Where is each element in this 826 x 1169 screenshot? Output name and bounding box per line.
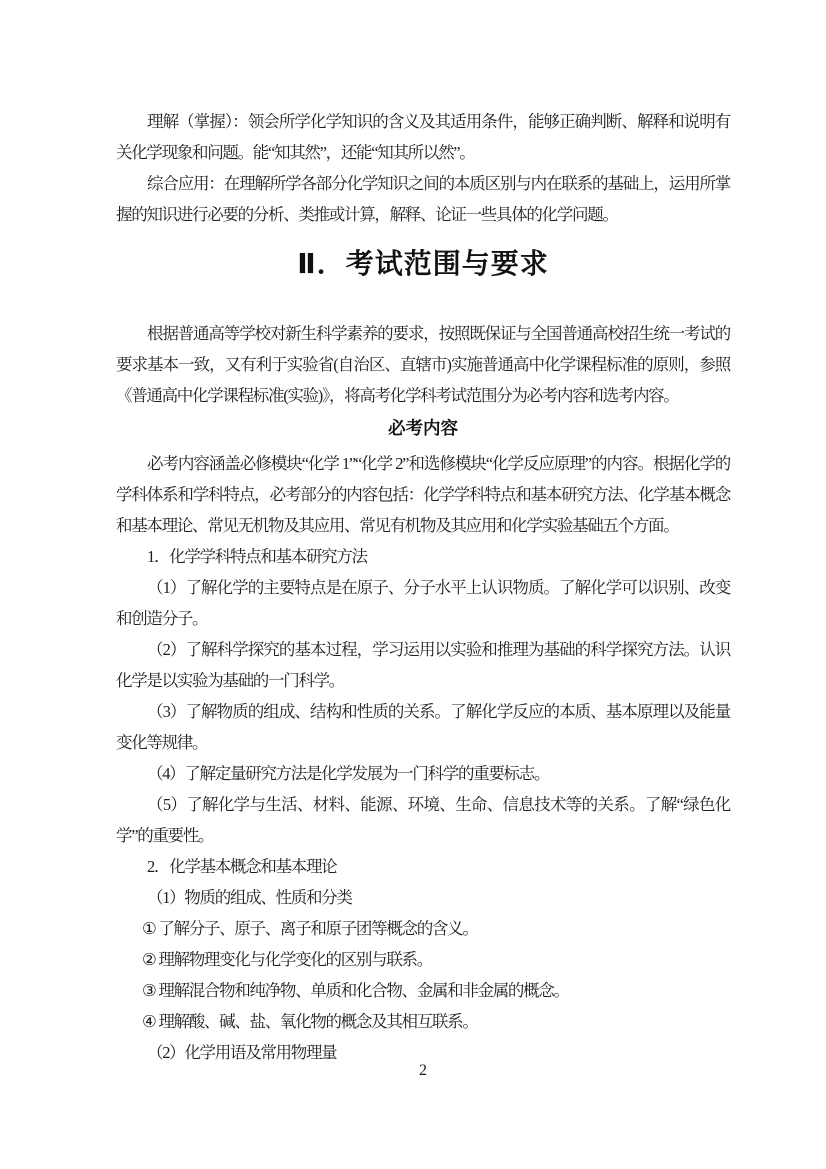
list-item-2-point-2: （2）化学用语及常用物理量 [147, 1043, 337, 1062]
list-item-1-point-2: （2）了解科学探究的基本过程，学习运用以实验和推理为基础的科学探究方法。认识化学是以实验为基础的一门科学。 [116, 640, 730, 690]
list-item-2-point-1: （1）物质的组成、性质和分类 [147, 888, 352, 907]
list-item-1-point-3: （3）了解物质的组成、结构和性质的关系。了解化学反应的本质、基本原理以及能量变化等规律。 [116, 702, 730, 752]
paragraph-scope-intro: 根据普通高等学校对新生科学素养的要求，按照既保证与全国普通高校招生统一考试的要求基本一致，又有利于实验省(自治区、直辖市)实施普通高中化学课程标准的原则，参照《普通高中化学课程标准(实验)》，将高考化学科考试范围分为必考内容和选考内容。 [116, 324, 730, 405]
paragraph-required-intro: 必考内容涵盖必修模块“化学 1”“化学 2”和选修模块“化学反应原理”的内容。根据化学的学科体系和学科特点，必考部分的内容包括：化学学科特点和基本研究方法、化学基本概念和基本理论、常见无机物及其应用、常见有机物及其应用和化学实验基础五个方面。 [116, 454, 730, 535]
page-number: 2 [419, 1062, 427, 1079]
list-item-1-point-5: （5）了解化学与生活、材料、能源、环境、生命、信息技术等的关系。了解“绿色化学”的重要性。 [116, 795, 730, 845]
subsection-heading-required-content: 必考内容 [388, 418, 458, 438]
list-item-circled-4: ④ 理解酸、碱、盐、氧化物的概念及其相互联系。 [142, 1012, 478, 1031]
list-item-circled-3: ③ 理解混合物和纯净物、单质和化合物、金属和非金属的概念。 [142, 981, 569, 1000]
list-item-1-point-4: （4）了解定量研究方法是化学发展为一门科学的重要标志。 [147, 764, 550, 783]
list-item-2-title: 2．化学基本概念和基本理论 [147, 857, 337, 876]
list-item-circled-1: ① 了解分子、原子、离子和原子团等概念的含义。 [142, 919, 478, 938]
list-item-1-point-1: （1）了解化学的主要特点是在原子、分子水平上认识物质。了解化学可以识别、改变和创造分子。 [116, 578, 730, 628]
list-item-circled-2: ② 理解物理变化与化学变化的区别与联系。 [142, 950, 432, 969]
section-heading-exam-scope: Ⅱ．考试范围与要求 [297, 248, 549, 279]
paragraph-comprehensive-application: 综合应用：在理解所学各部分化学知识之间的本质区别与内在联系的基础上，运用所掌握的知识进行必要的分析、类推或计算，解释、论证一些具体的化学问题。 [116, 174, 730, 224]
paragraph-understand-master: 理解（掌握）：领会所学化学知识的含义及其适用条件，能够正确判断、解释和说明有关化学现象和问题。能“知其然”，还能“知其所以然”。 [116, 112, 730, 162]
list-item-1-title: 1．化学学科特点和基本研究方法 [147, 547, 367, 566]
